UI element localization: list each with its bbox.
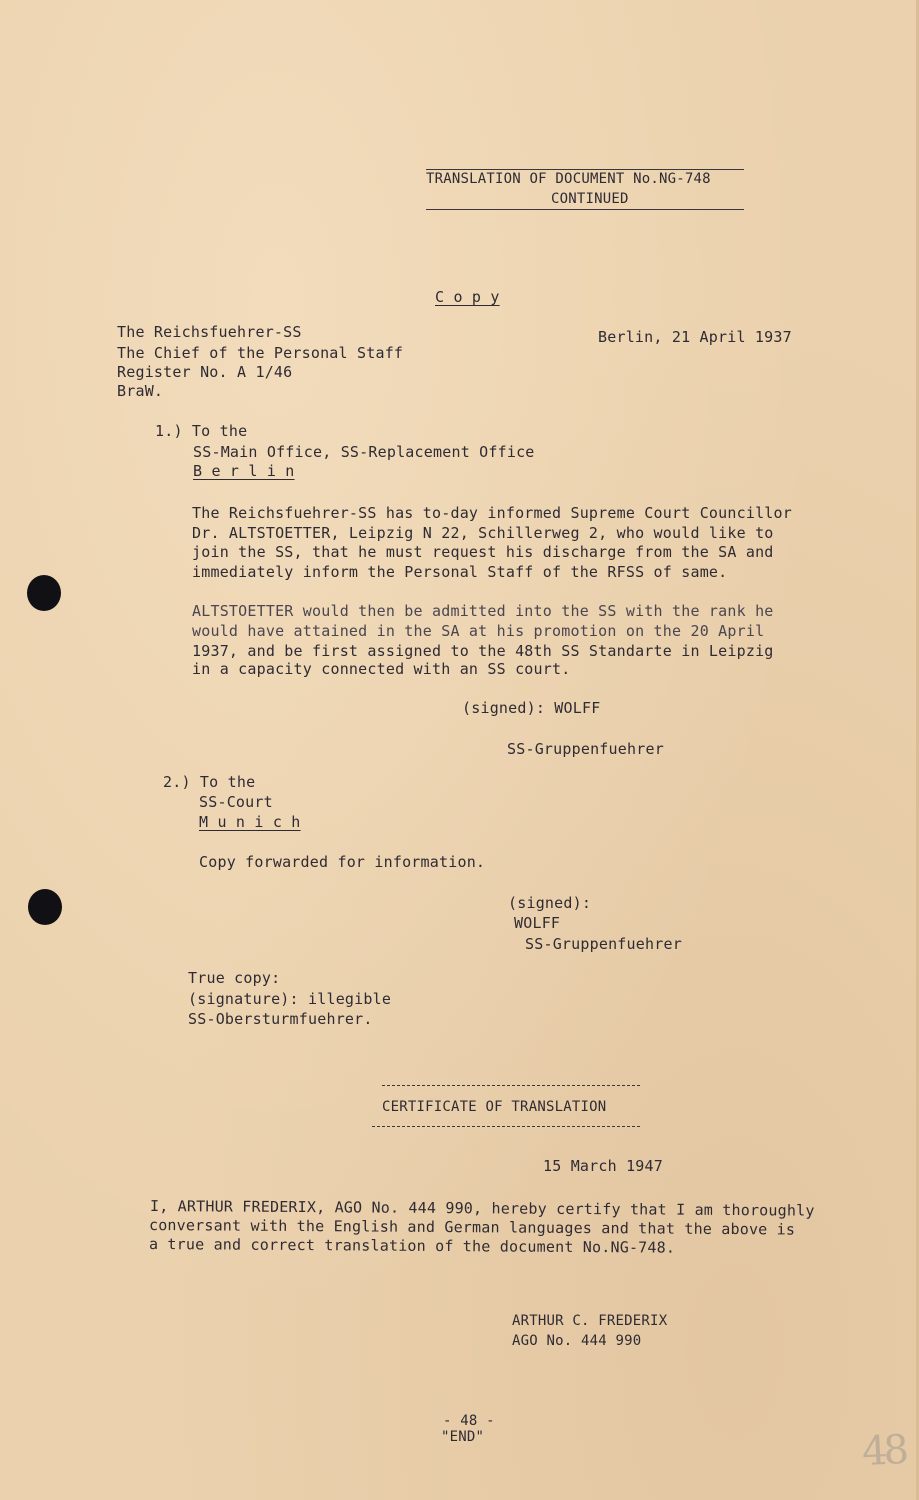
paragraph-1-line-3: join the SS, that he must request his discharge from the SA and bbox=[192, 543, 774, 561]
footer-page-number: - 48 - bbox=[443, 1413, 495, 1429]
sender-line-2: The Chief of the Personal Staff bbox=[117, 344, 404, 362]
true-copy-line-3: SS-Obersturmfuehrer. bbox=[188, 1010, 373, 1028]
paragraph-2-line-1: ALTSTOETTER would then be admitted into the SS with the rank he bbox=[192, 602, 774, 620]
copy-forwarded: Copy forwarded for information. bbox=[199, 853, 486, 871]
certificate-title: CERTIFICATE OF TRANSLATION bbox=[382, 1099, 607, 1115]
signature-1-rank: SS-Gruppenfuehrer bbox=[507, 740, 664, 758]
document-subtitle: CONTINUED bbox=[551, 191, 629, 207]
recipient-1-office: SS-Main Office, SS-Replacement Office bbox=[193, 443, 535, 461]
footer-end: "END" bbox=[441, 1429, 485, 1445]
paragraph-2-line-4: in a capacity connected with an SS court. bbox=[192, 660, 571, 678]
signature-2-name: WOLFF bbox=[514, 914, 561, 932]
punch-hole-bottom bbox=[28, 889, 62, 925]
sender-line-3: Register No. A 1/46 bbox=[117, 363, 293, 381]
paragraph-1-line-2: Dr. ALTSTOETTER, Leipzig N 22, Schillerweg 2, who would like to bbox=[192, 524, 774, 542]
header-bottom-rule bbox=[426, 209, 744, 210]
date-place: Berlin, 21 April 1937 bbox=[598, 328, 792, 346]
signature-2-signed: (signed): bbox=[508, 894, 592, 912]
certificate-signer-ago: AGO No. 444 990 bbox=[512, 1333, 642, 1349]
signature-1-signed: (signed): WOLFF bbox=[462, 699, 601, 717]
recipient-1-city: B e r l i n bbox=[193, 462, 295, 480]
true-copy-line-2: (signature): illegible bbox=[188, 990, 392, 1008]
recipient-2-number: 2.) To the bbox=[163, 773, 256, 791]
copy-label: C o p y bbox=[435, 288, 500, 306]
certificate-line-3: a true and correct translation of the document No.NG-748. bbox=[148, 1235, 676, 1257]
paragraph-1-line-4: immediately inform the Personal Staff of the RFSS of same. bbox=[192, 563, 728, 581]
recipient-2-office: SS-Court bbox=[199, 793, 273, 811]
certificate-date: 15 March 1947 bbox=[543, 1157, 663, 1175]
paragraph-2-line-2: would have attained in the SA at his promotion on the 20 April bbox=[192, 622, 765, 640]
signature-2-rank: SS-Gruppenfuehrer bbox=[525, 935, 682, 953]
recipient-1-number: 1.) To the bbox=[155, 422, 248, 440]
certificate-line-2: conversant with the English and German languages and that the above is bbox=[148, 1216, 796, 1239]
paragraph-2-line-3: 1937, and be first assigned to the 48th SS Standarte in Leipzig bbox=[192, 642, 774, 660]
recipient-2-city: M u n i c h bbox=[199, 813, 301, 831]
paragraph-1-line-1: The Reichsfuehrer-SS has to-day informed Supreme Court Councillor bbox=[192, 504, 792, 522]
punch-hole-top bbox=[27, 575, 61, 611]
certificate-bottom-rule bbox=[372, 1126, 640, 1127]
sender-line-1: The Reichsfuehrer-SS bbox=[117, 323, 302, 341]
certificate-line-1: I, ARTHUR FREDERIX, AGO No. 444 990, hereby certify that I am thoroughly bbox=[149, 1197, 815, 1220]
certificate-signer-name: ARTHUR C. FREDERIX bbox=[512, 1313, 668, 1329]
document-title: TRANSLATION OF DOCUMENT No.NG-748 bbox=[426, 171, 711, 187]
handwritten-page-number: 48 bbox=[860, 1426, 907, 1476]
sender-line-4: BraW. bbox=[117, 382, 164, 400]
true-copy-line-1: True copy: bbox=[188, 969, 281, 987]
certificate-top-rule bbox=[382, 1085, 640, 1086]
